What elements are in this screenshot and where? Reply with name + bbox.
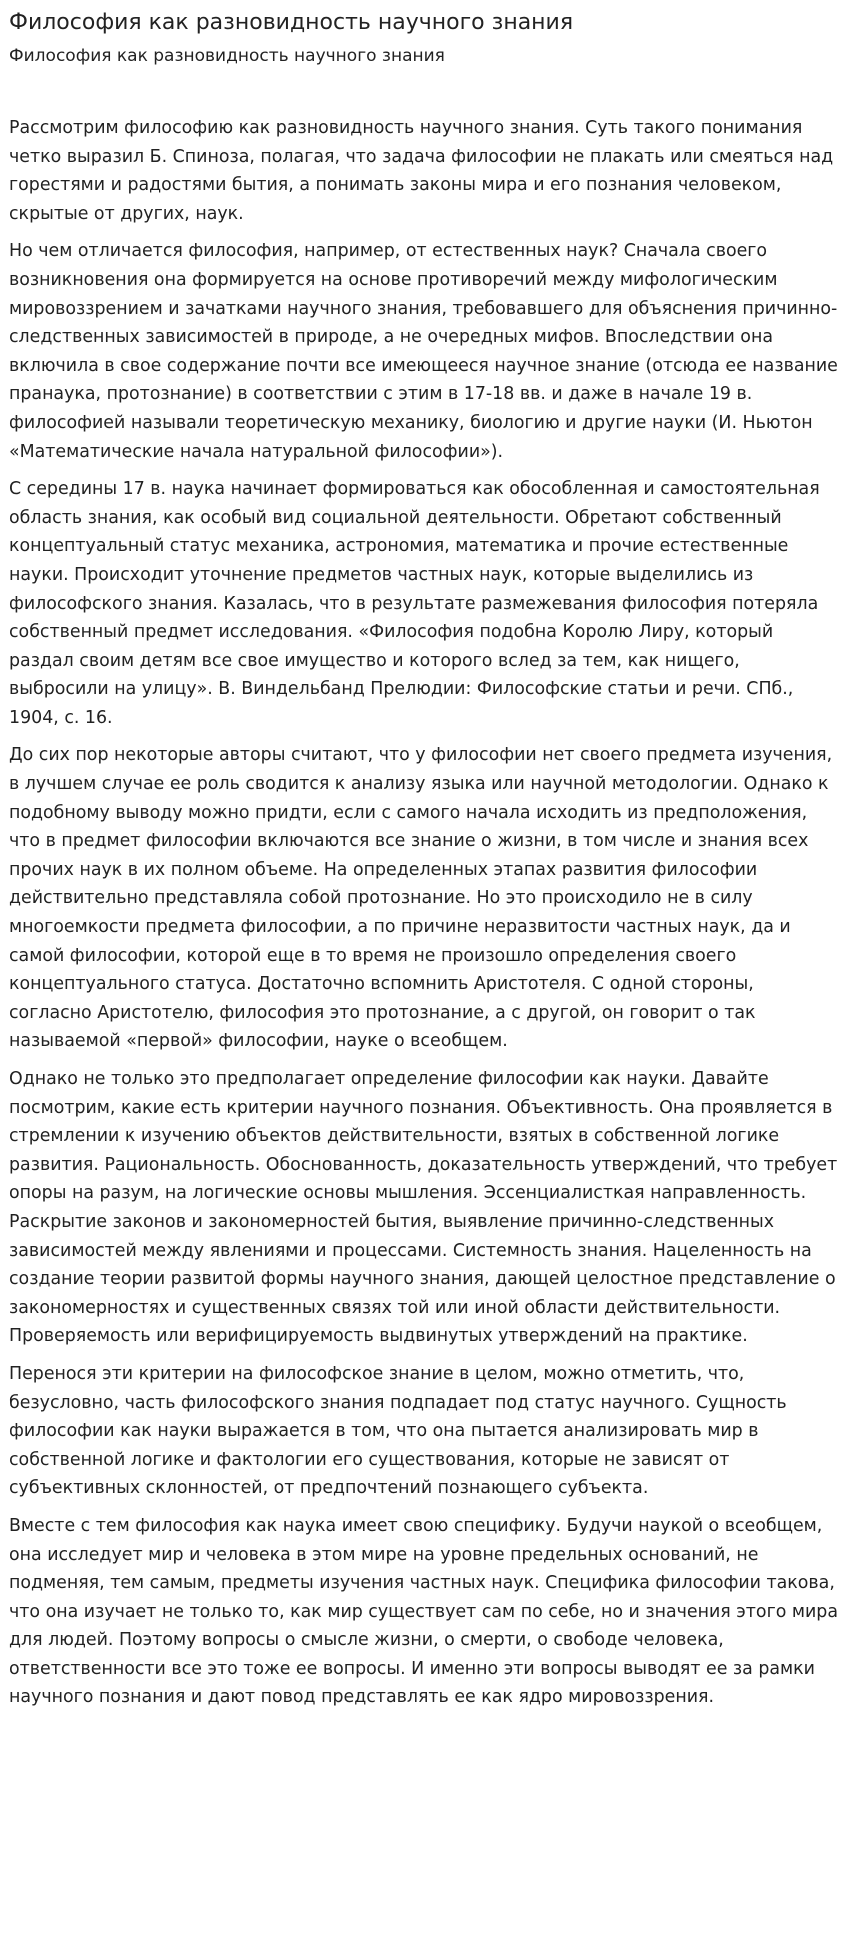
paragraph-6: Перенося эти критерии на философское знание в целом, можно отметить, что, безусловно, часть философского знания подпадает под статус научного. Сущность философии как науки выражается в том, что она пытается анализировать мир в собственной логике и фактологии его существования, которые не зависят от субъективных склонностей, от предпочтений познающего субъекта. (9, 1363, 787, 1499)
page-title: Философия как разновидность научного знания (9, 10, 574, 35)
page-subtitle: Философия как разновидность научного знания (9, 46, 445, 66)
paragraph-7: Вместе с тем философия как наука имеет свою специфику. Будучи наукой о всеобщем, она исследует мир и человека в этом мире на уровне предельных оснований, не подменяя, тем самым, предметы изучения частных наук. Специфика философии такова, что она изучает не только то, как мир существует сам по себе, но и значения этого мира для людей. Поэтому вопросы о смысле жизни, о смерти, о свободе человека, ответственности все это тоже ее вопросы. И именно эти вопросы выводят ее за рамки научного познания и дают повод представлять ее как ядро мировоззрения. (9, 1515, 838, 1708)
paragraph-4: До сих пор некоторые авторы считают, что у философии нет своего предмета изучения, в лучшем случае ее роль сводится к анализу языка или научной методологии. Однако к подобному выводу можно придти, если с самого начала исходить из предположения, что в предмет философии включаются все знание о жизни, в том числе и знания всех прочих наук в их полном объеме. На определенных этапах развития философии действительно представляла собой протознание. Но это происходило не в силу многоемкости предмета философии, а по причине неразвитости частных наук, да и самой философии, которой еще в то время не произошло определения своего концептуального статуса. Достаточно вспомнить Аристотеля. С одной стороны, согласно Аристотелю, философия это протознание, а с другой, он говорит о так называемой «первой» философии, науке о всеобщем. (9, 745, 833, 1052)
paragraph-5: Однако не только это предполагает определение философии как науки. Давайте посмотрим, какие есть критерии научного познания. Объективность. Она проявляется в стремлении к изучению объектов действительности, взятых в собственной логике развития. Рациональность. Обоснованность, доказательность утверждений, что требует опоры на разум, на логические основы мышления. Эссенциалисткая направленность. Раскрытие законов и закономерностей бытия, выявление причинно-следственных зависимостей между явлениями и процессами. Системность знания. Нацеленность на создание теории развитой формы научного знания, дающей целостное представление о закономерностях и существенных связях той или иной области действительности. Проверяемость или верифицируемость выдвинутых утверждений на практике. (9, 1069, 838, 1347)
article-body (9, 114, 838, 1712)
paragraph-1: Рассмотрим философию как разновидность научного знания. Суть такого понимания четко выразил Б. Спиноза, полагая, что задача философии не плакать или смеяться над горестями и радостями бытия, а понимать законы мира и его познания человеком, скрытые от других, наук. (9, 118, 834, 224)
paragraph-3: С середины 17 в. наука начинает формироваться как обособленная и самостоятельная область знания, как особый вид социальной деятельности. Обретают собственный концептуальный статус механика, астрономия, математика и прочие естественные науки. Происходит уточнение предметов частных наук, которые выделились из философского знания. Казалась, что в результате размежевания философия потеряла собственный предмет исследования. «Философия подобна Королю Лиру, который раздал своим детям все свое имущество и которого вслед за тем, как нищего, выбросили на улицу». В. Виндельбанд Прелюдии: Философские статьи и речи. СПб., 1904, с. 16. (9, 479, 820, 728)
paragraph-2: Но чем отличается философия, например, от естественных наук? Сначала своего возникновения она формируется на основе противоречий между мифологическим мировоззрением и зачатками научного знания, требовавшего для объяснения причинно-следственных зависимостей в природе, а не очередных мифов. Впоследствии она включила в свое содержание почти все имеющееся научное знание (отсюда ее название пранаука, протознание) в соответствии с этим в 17-18 вв. и даже в начале 19 в. философией называли теоретическую механику, биологию и другие науки (И. Ньютон «Математические начала натуральной философии»). (9, 241, 838, 462)
